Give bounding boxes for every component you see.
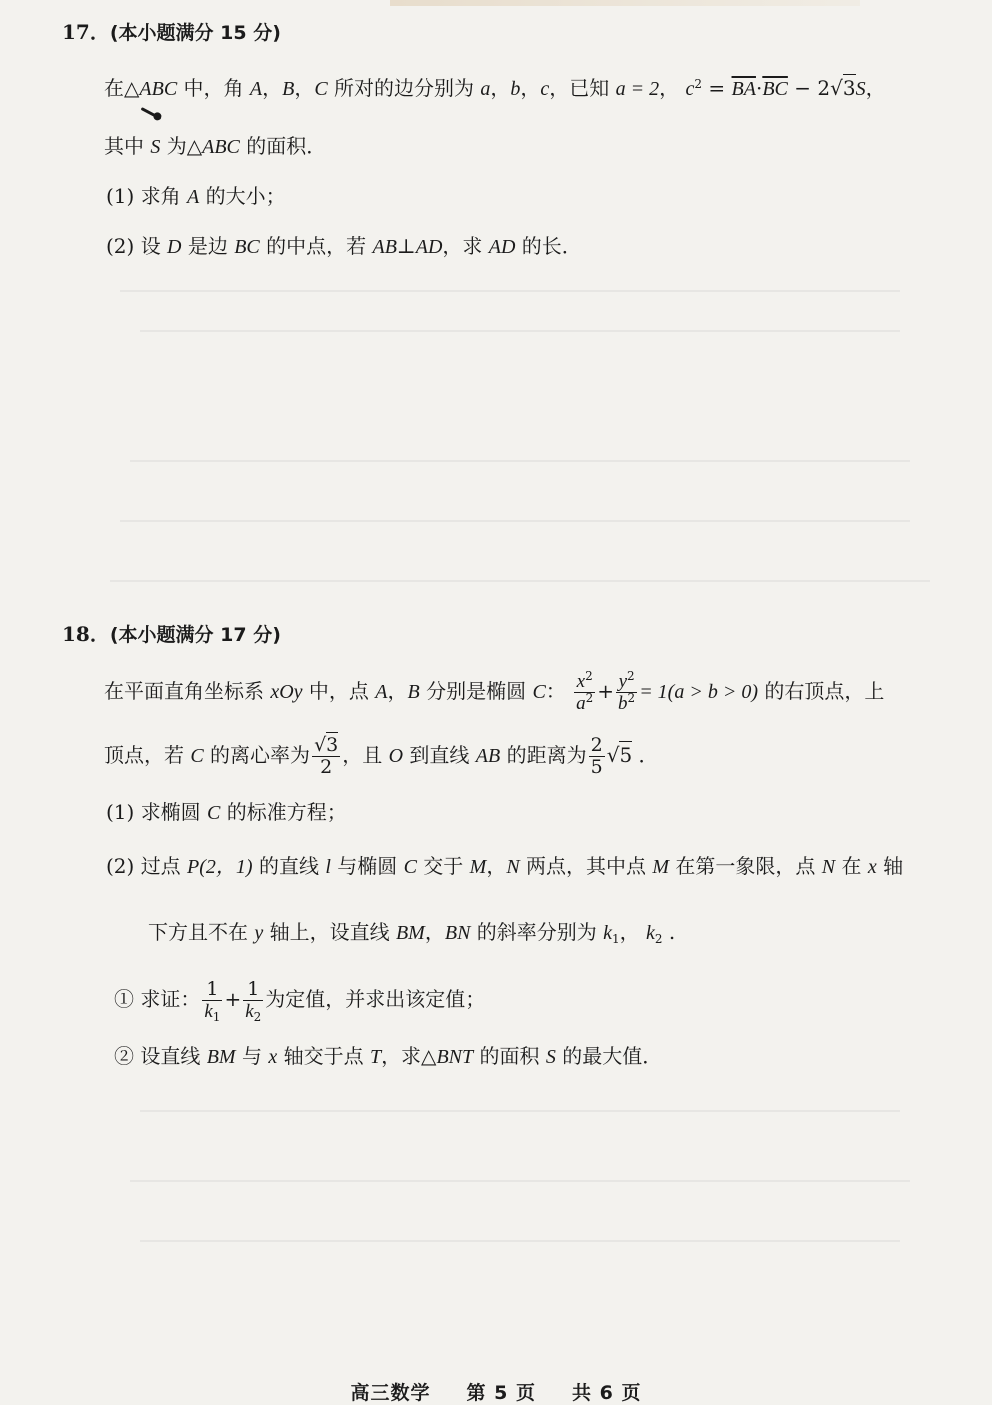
part-var: AD <box>488 236 516 258</box>
stem-text: ， <box>659 76 686 100</box>
stem-text: 在△ <box>104 76 140 100</box>
part-text: 为定值，并求出该定值； <box>265 987 486 1011</box>
var-s: S <box>855 78 866 100</box>
numerator: 1 <box>202 979 222 1001</box>
part-text: 轴 <box>876 854 904 878</box>
sqrt-value: 3 <box>842 76 856 100</box>
circled-one: ① <box>114 987 134 1011</box>
subscript: 1 <box>212 1010 221 1024</box>
stem-var: B <box>282 78 295 100</box>
stem-var: a <box>480 78 491 100</box>
denominator: 2 <box>320 756 333 778</box>
stem-text: ，且 <box>342 743 389 767</box>
question-17-part-1 <box>106 182 286 211</box>
scan-edge <box>390 0 860 6</box>
stem-var: b <box>510 78 521 100</box>
question-score: (本小题满分 17 分) <box>109 624 281 646</box>
part-text: 的面积 <box>473 1044 546 1068</box>
part-text: 轴交于点 <box>277 1044 370 1068</box>
numerator: 1 <box>243 979 263 1001</box>
exponent: 2 <box>627 691 636 705</box>
part-text: 交于 <box>416 854 470 878</box>
part-text: (1) 求角 <box>106 184 188 208</box>
stem-text: ，已知 <box>549 76 616 100</box>
question-number: 18． <box>62 622 110 646</box>
part-text: 在第一象限，点 <box>669 854 822 878</box>
part-var: BN <box>444 922 471 944</box>
stem-text: ． <box>632 743 659 767</box>
part-var: x <box>268 1046 278 1068</box>
footer-page-total: 共 6 页 <box>572 1382 642 1404</box>
stem-text: 到直线 <box>403 743 476 767</box>
page-footer <box>0 1378 992 1405</box>
bleed-line <box>120 520 910 522</box>
stem-var: O <box>388 745 404 767</box>
sqrt-value: 3 <box>326 734 339 756</box>
circled-two: ② <box>114 1044 134 1068</box>
part-var: M <box>652 856 670 878</box>
part-text: 的直线 <box>252 854 326 878</box>
stem-var: C <box>314 78 328 100</box>
plus: + <box>597 679 615 703</box>
plus: + <box>224 987 242 1011</box>
part-text: (2) 设 <box>106 234 168 258</box>
stem-text: ， <box>520 76 541 100</box>
numerator: 2 <box>590 734 603 756</box>
part-var: N <box>506 856 520 878</box>
part-text: 设直线 <box>134 1044 207 1068</box>
question-17-header <box>62 18 281 47</box>
fraction-distance <box>589 735 605 778</box>
bleed-line <box>140 330 900 332</box>
stem-text: ， <box>490 76 511 100</box>
stem-text: ， <box>387 679 408 703</box>
part-text: . <box>662 920 676 944</box>
pen-mark <box>141 107 162 120</box>
exponent: 2 <box>585 691 594 705</box>
stem-text: ， <box>294 76 315 100</box>
var-y: y <box>618 671 628 692</box>
question-18-subpart-1 <box>114 974 485 1024</box>
part-text: 是边 <box>181 234 235 258</box>
subscript: 1 <box>612 932 620 946</box>
part-text: 的大小； <box>199 184 286 208</box>
stem-var: A <box>249 78 263 100</box>
stem-text: 的面积． <box>239 134 327 158</box>
part-var: AB⊥AD <box>372 236 443 258</box>
part-var: BM <box>395 922 425 944</box>
question-18-stem-line1 <box>104 668 884 715</box>
question-score: (本小题满分 15 分) <box>109 22 281 44</box>
question-18-subpart-2 <box>114 1042 662 1071</box>
stem-var: ABC <box>139 78 178 100</box>
stem-var: xOy <box>270 681 303 703</box>
condition-c-squared <box>686 76 886 100</box>
part-var: C <box>207 802 221 824</box>
stem-text: ， <box>262 76 283 100</box>
stem-text: ， <box>865 76 886 100</box>
part-var: l <box>325 856 331 878</box>
part-text: (2) 过点 <box>106 854 188 878</box>
denominator: 5 <box>590 756 603 778</box>
var-k: k <box>204 1001 213 1022</box>
bleed-line <box>120 290 900 292</box>
stem-var: C <box>190 745 204 767</box>
fraction-eccentricity <box>312 735 340 778</box>
stem-var: A <box>375 681 388 703</box>
part-text: 与椭圆 <box>330 854 404 878</box>
equation-rhs: = 1(a > b > 0) <box>639 681 758 703</box>
part-text: 的中点，若 <box>259 234 373 258</box>
vector-ba: $\overline{BA}$ <box>731 78 756 100</box>
stem-var: S <box>150 136 161 158</box>
part-var: y <box>254 922 264 944</box>
part-var: D <box>167 236 182 258</box>
question-18-stem-line2 <box>104 730 659 781</box>
question-18-part-1 <box>106 798 347 827</box>
footer-page-number: 第 5 页 <box>466 1382 536 1404</box>
bleed-line <box>140 1240 900 1242</box>
bleed-line <box>110 580 930 582</box>
part-text: ， <box>619 920 647 944</box>
stem-var: ABC <box>202 136 240 158</box>
part-var: x <box>867 856 877 878</box>
bleed-line <box>130 460 910 462</box>
sqrt-sign: √ <box>314 734 327 756</box>
part-var: A <box>187 186 200 208</box>
part-var: S <box>545 1046 556 1068</box>
subscript: 2 <box>253 1010 262 1024</box>
stem-text: 的距离为 <box>500 743 587 767</box>
bleed-line <box>140 1110 900 1112</box>
subscript: 2 <box>654 932 663 946</box>
var-x: x <box>576 671 586 692</box>
question-17-part-2 <box>106 232 582 261</box>
stem-text: 的离心率为 <box>203 743 311 767</box>
stem-text: 中，点 <box>302 679 376 703</box>
var-a: a <box>576 693 586 714</box>
part-text: 的标准方程； <box>220 800 347 824</box>
part-text: ，求 <box>442 234 489 258</box>
bleed-line <box>130 1180 910 1182</box>
part-text: 的斜率分别为 <box>470 920 604 944</box>
exponent: 2 <box>694 77 703 91</box>
part-var: M <box>469 856 487 878</box>
part-var: BC <box>234 236 260 258</box>
exponent: 2 <box>627 669 635 683</box>
part-text: 的最大值． <box>555 1044 663 1068</box>
sqrt-sign: √ <box>606 743 620 767</box>
footer-subject: 高三数学 <box>350 1382 431 1404</box>
part-var: T <box>369 1046 382 1068</box>
stem-text: 在平面直角坐标系 <box>104 679 271 703</box>
fraction-x2-a2 <box>574 671 595 714</box>
stem-text: 中，角 <box>177 76 250 100</box>
part-text: 在 <box>835 854 868 878</box>
stem-text: 的右顶点，上 <box>758 679 885 703</box>
dot: · <box>755 76 763 100</box>
part-text: ， <box>486 854 507 878</box>
question-18-part-2-cont <box>148 918 675 947</box>
part-var: N <box>821 856 836 878</box>
point-p: P(2，1) <box>187 856 253 878</box>
stem-var: c <box>540 78 550 100</box>
stem-text: 顶点，若 <box>104 743 191 767</box>
question-17-stem-line1 <box>104 74 886 103</box>
part-text: 求证： <box>134 987 201 1011</box>
var-b: b <box>618 693 628 714</box>
vector-bc: $\overline{BC}$ <box>762 78 788 100</box>
sqrt-sign: √ <box>830 76 843 100</box>
part-text: 轴上，设直线 <box>263 920 396 944</box>
stem-text: 所对的边分别为 <box>327 76 481 100</box>
var-k: k <box>245 1001 254 1022</box>
part-var: BNT <box>436 1046 474 1068</box>
part-var: BM <box>206 1046 236 1068</box>
fraction-1-k2 <box>243 979 263 1022</box>
var-k2: k <box>646 922 655 944</box>
question-18-header <box>62 620 281 649</box>
var-c: c <box>685 78 695 100</box>
part-text: 与 <box>235 1044 269 1068</box>
exponent: 2 <box>585 669 593 683</box>
part-text: ，求△ <box>381 1044 437 1068</box>
part-var: C <box>403 856 417 878</box>
stem-text: 分别是椭圆 <box>419 679 533 703</box>
stem-var: B <box>407 681 420 703</box>
stem-var: AB <box>475 745 501 767</box>
var-k1: k <box>603 922 613 944</box>
fraction-1-k1 <box>202 979 222 1022</box>
part-text: 两点，其中点 <box>519 854 653 878</box>
question-17-stem-line2 <box>104 132 326 161</box>
question-18-part-2 <box>106 852 903 881</box>
equals: = <box>702 76 732 100</box>
stem-var: C <box>532 681 546 703</box>
sqrt-value: 5 <box>619 743 633 767</box>
fraction-y2-b2 <box>616 671 637 714</box>
stem-text: ： <box>545 679 566 703</box>
part-text: (1) 求椭圆 <box>106 800 208 824</box>
stem-text: 为△ <box>160 134 203 158</box>
part-text: ， <box>424 920 445 944</box>
stem-text: 其中 <box>104 134 151 158</box>
part-text: 下方且不在 <box>148 920 255 944</box>
condition-a: a = 2 <box>615 78 660 100</box>
minus: − 2 <box>787 76 831 100</box>
part-text: 的长． <box>515 234 582 258</box>
question-number: 17． <box>62 20 110 44</box>
